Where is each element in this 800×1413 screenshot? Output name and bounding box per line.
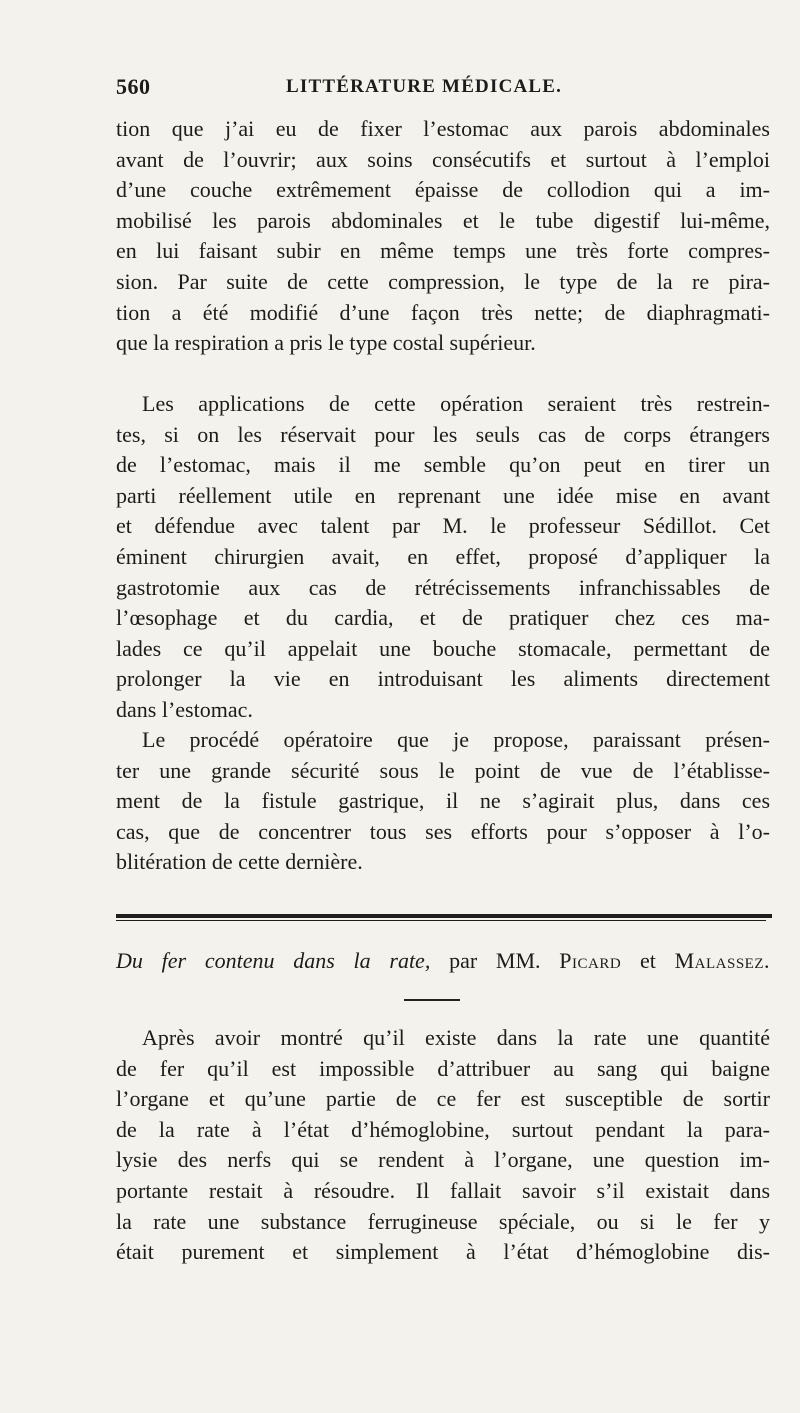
text-line: gastrotomie aux cas de rétrécissements infranchissables de	[116, 574, 770, 600]
text-line: tes, si on les réservait pour les seuls cas de corps étrangers	[116, 421, 770, 447]
text-line: blitération de cette dernière.	[116, 849, 363, 875]
text-line: de fer qu’il est impossible d’attribuer au sang qui baigne	[116, 1055, 770, 1081]
text-line: tion que j’ai eu de fixer l’estomac aux parois abdominales	[116, 116, 770, 141]
text-line: Les applications de cette opération seraient très restrein-	[142, 391, 770, 416]
text-line: dans l’estomac.	[116, 696, 253, 722]
text-line: d’une couche extrêmement épaisse de collodion qui a im-	[116, 177, 770, 203]
text-line: que la respiration a pris le type costal supérieur.	[116, 330, 536, 356]
text-line: la rate une substance ferrugineuse spéciale, ou si le fer y	[116, 1208, 770, 1234]
text-line: sion. Par suite de cette compression, le type de la re pira-	[116, 268, 770, 294]
divider-thin-line	[116, 920, 766, 921]
paragraph-1	[116, 114, 770, 359]
text-line: de l’estomac, mais il me semble qu’on peut en tirer un	[116, 452, 770, 478]
text-line: et défendue avec talent par M. le professeur Sédillot. Cet	[116, 513, 770, 539]
text-line: de la rate à l’état d’hémoglobine, surtout pendant la para-	[116, 1116, 770, 1142]
text-line: éminent chirurgien avait, en effet, proposé d’appliquer la	[116, 543, 770, 569]
text-line: Après avoir montré qu’il existe dans la rate une quantité	[142, 1025, 770, 1050]
text-line: lades ce qu’il appelait une bouche stomacale, permettant de	[116, 635, 770, 661]
text-line: était purement et simplement à l’état d’hémoglobine dis-	[116, 1239, 770, 1265]
text-line: l’organe et qu’une partie de ce fer est susceptible de sortir	[116, 1086, 770, 1112]
text-line: Le procédé opératoire que je propose, paraissant présen-	[142, 727, 770, 752]
paragraph-4	[116, 1023, 770, 1268]
text-line: prolonger la vie en introduisant les aliments directement	[116, 666, 770, 692]
text-line: portante restait à résoudre. Il fallait savoir s’il existait dans	[116, 1177, 770, 1203]
article-by: par MM.	[449, 948, 541, 973]
author-name: Malassez.	[674, 948, 770, 973]
text-line: tion a été modifié d’une façon très nette; de diaphragmati-	[116, 299, 770, 325]
text-line: mobilisé les parois abdominales et le tube digestif lui-même,	[116, 207, 770, 233]
author-name: Picard	[559, 948, 622, 973]
text-line: l’œsophage et du cardia, et de pratiquer chez ces ma-	[116, 605, 770, 631]
article-title: Du fer contenu dans la rate,	[116, 948, 431, 973]
text-line: ter une grande sécurité sous le point de vue de l’établisse-	[116, 757, 770, 783]
divider-thick-line	[116, 914, 772, 918]
paragraph-2	[116, 389, 770, 726]
page-header	[116, 74, 770, 108]
running-title: LITTÉRATURE MÉDICALE.	[286, 76, 563, 97]
text-line: lysie des nerfs qui se rendent à l’organe, une question im-	[116, 1147, 770, 1173]
text-line: en lui faisant subir en même temps une très forte compres-	[116, 238, 770, 264]
page-number: 560	[116, 74, 151, 99]
paragraph-3	[116, 725, 770, 878]
text-line: cas, que de concentrer tous ses efforts pour s’opposer à l’o-	[116, 818, 770, 844]
article-heading	[116, 946, 770, 976]
author-conjunction: et	[639, 948, 656, 973]
text-line: avant de l’ouvrir; aux soins consécutifs et surtout à l’emploi	[116, 146, 770, 172]
text-line: ment de la fistule gastrique, il ne s’agirait plus, dans ces	[116, 788, 770, 814]
heading-underline-rule	[404, 999, 460, 1001]
text-line: parti réellement utile en reprenant une idée mise en avant	[116, 482, 770, 508]
